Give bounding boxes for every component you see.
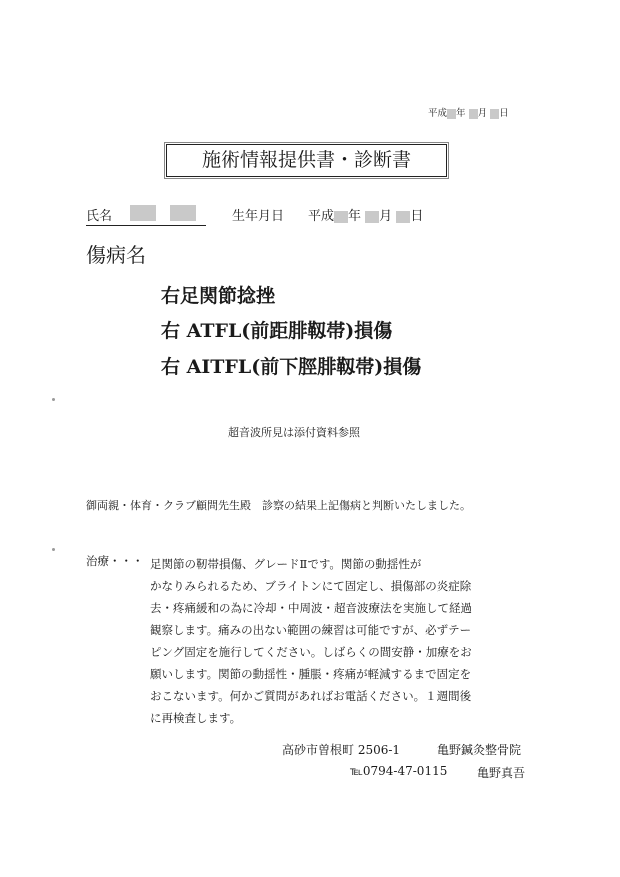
- issue-date-day-unit: 日: [499, 108, 509, 119]
- redacted-dob-month: [365, 211, 379, 223]
- name-underline: [86, 225, 206, 226]
- addressee-text: 御両親・体育・クラブ顧問先生殿 診察の結果上記傷病と判断いたしました。: [86, 499, 471, 512]
- redacted-month: [469, 109, 478, 119]
- dob-day-unit: 日: [410, 209, 424, 224]
- ultrasound-note: 超音波所見は添付資料参照: [228, 426, 360, 439]
- dob-label: 生年月日: [232, 209, 285, 224]
- treatment-line: 足関節の靭帯損傷、グレードⅡです。関節の動揺性が: [150, 557, 422, 571]
- redacted-name: [130, 205, 196, 221]
- dob-month-unit: 月: [379, 209, 393, 224]
- doctor-name: 亀野真吾: [477, 766, 526, 780]
- document-title: 施術情報提供書・診断書: [166, 144, 447, 177]
- treatment-line: かなりみられるため、ブライトンにて固定し、損傷部の炎症除: [150, 579, 472, 593]
- issue-date-era: 平成: [428, 108, 448, 119]
- treatment-label: 治療・・・: [86, 554, 144, 568]
- clinic-address: 高砂市曽根町 2506-1: [282, 743, 401, 757]
- clinic-name: 亀野鍼灸整骨院: [437, 743, 522, 757]
- name-label: 氏名: [86, 209, 113, 224]
- clinic-phone: ℡0794-47-0115: [350, 764, 448, 778]
- diagnosis-item: 右 ATFL(前距腓靱帯)損傷: [161, 320, 393, 342]
- issue-date-month-unit: 月: [477, 108, 488, 119]
- issue-date: [428, 105, 509, 119]
- redacted-dob-year: [334, 211, 348, 223]
- treatment-line: 去・疼痛緩和の為に冷却・中周波・超音波療法を実施して経過: [150, 601, 472, 615]
- dob-year-unit: 年: [348, 209, 362, 224]
- punch-hole-mark: [52, 548, 55, 551]
- redacted-dob-day: [396, 211, 410, 223]
- treatment-line: おこないます。何かご質問があればお電話ください。１週間後: [150, 689, 472, 703]
- diagnosis-item: 右 AITFL(前下脛腓靱帯)損傷: [161, 356, 422, 378]
- dob-era: 平成: [308, 209, 335, 224]
- treatment-text: [150, 544, 525, 729]
- redacted-year: [447, 109, 456, 119]
- issue-date-year-unit: 年: [456, 108, 466, 119]
- treatment-line: 観察します。痛みの出ない範囲の練習は可能ですが、必ずテー: [150, 623, 472, 637]
- dob-value: [308, 205, 423, 224]
- treatment-line: 願いします。関節の動揺性・腫脹・疼痛が軽減するまで固定を: [150, 667, 472, 681]
- diagnosis-item: 右足関節捻挫: [161, 285, 276, 307]
- punch-hole-mark: [52, 398, 55, 401]
- treatment-line: に再検査します。: [150, 711, 242, 725]
- redacted-day: [490, 109, 499, 119]
- treatment-line: ピング固定を施行してください。しばらくの間安静・加療をお: [150, 645, 472, 659]
- diagnosis-heading: 傷病名: [86, 243, 146, 267]
